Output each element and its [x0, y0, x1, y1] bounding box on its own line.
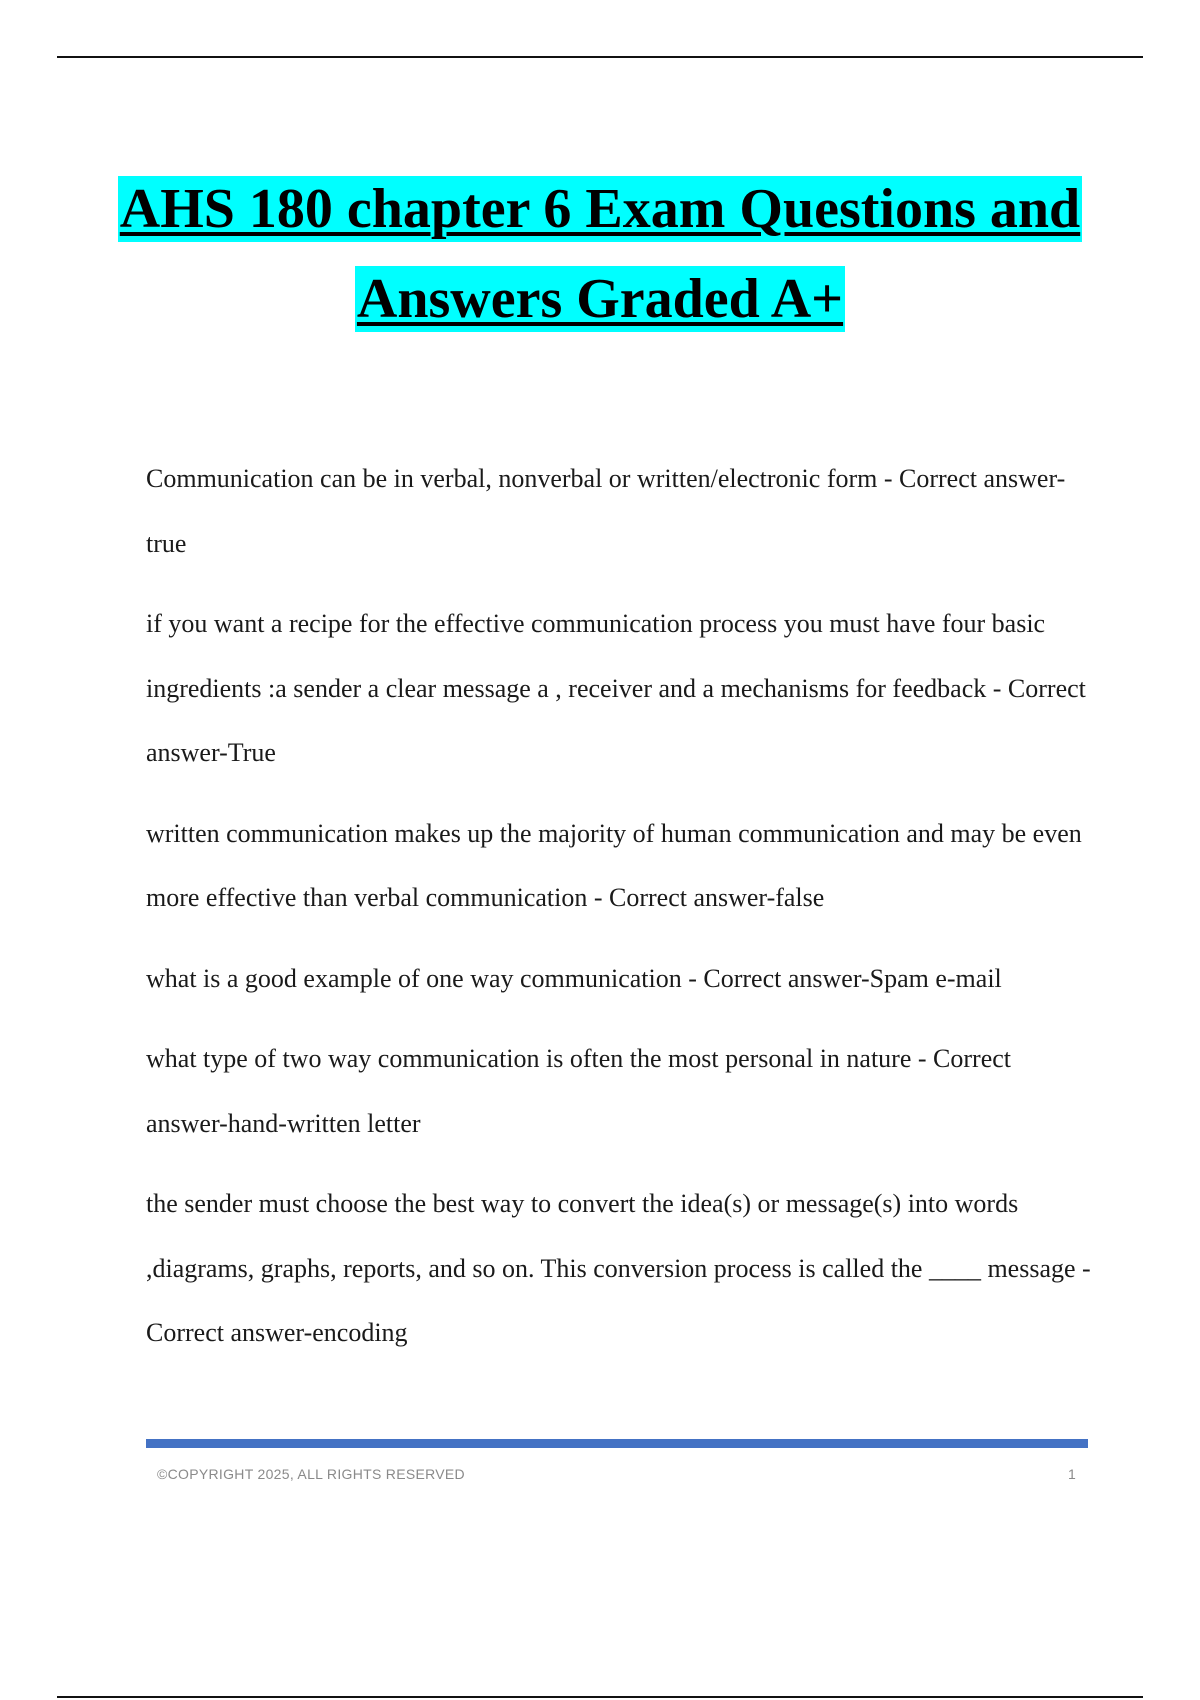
- footer-copyright: ©COPYRIGHT 2025, ALL RIGHTS RESERVED: [157, 1466, 465, 1482]
- bottom-page-rule: [57, 1696, 1143, 1698]
- page-number: 1: [1068, 1466, 1076, 1482]
- qa-item: if you want a recipe for the effective communication process you must have four basic ingredients :a sender a clear message a , receiver and a mechanisms for feedback - Correct answer-True: [146, 609, 1086, 767]
- qa-item: written communication makes up the majority of human communication and may be even more effective than verbal communication - Correct answer-false: [146, 818, 1082, 912]
- qa-item: what is a good example of one way communication - Correct answer-Spam e-mail: [146, 963, 1002, 993]
- document-title: [0, 176, 1200, 332]
- qa-item: what type of two way communication is often the most personal in nature - Correct answer-hand-written letter: [146, 1044, 1011, 1138]
- footer-divider-bar: [146, 1439, 1088, 1448]
- title-line-1: AHS 180 chapter 6 Exam Questions and: [119, 178, 1081, 240]
- qa-item: Communication can be in verbal, nonverbal or written/electronic form - Correct answer-true: [146, 464, 1066, 558]
- question-answer-list: [146, 447, 1096, 1382]
- qa-item: the sender must choose the best way to convert the idea(s) or message(s) into words ,diagrams, graphs, reports, and so on. This conversion process is called the ____ message - Correct answer-encoding: [146, 1189, 1091, 1347]
- top-page-rule: [57, 56, 1143, 58]
- title-line-2: Answers Graded A+: [356, 268, 844, 330]
